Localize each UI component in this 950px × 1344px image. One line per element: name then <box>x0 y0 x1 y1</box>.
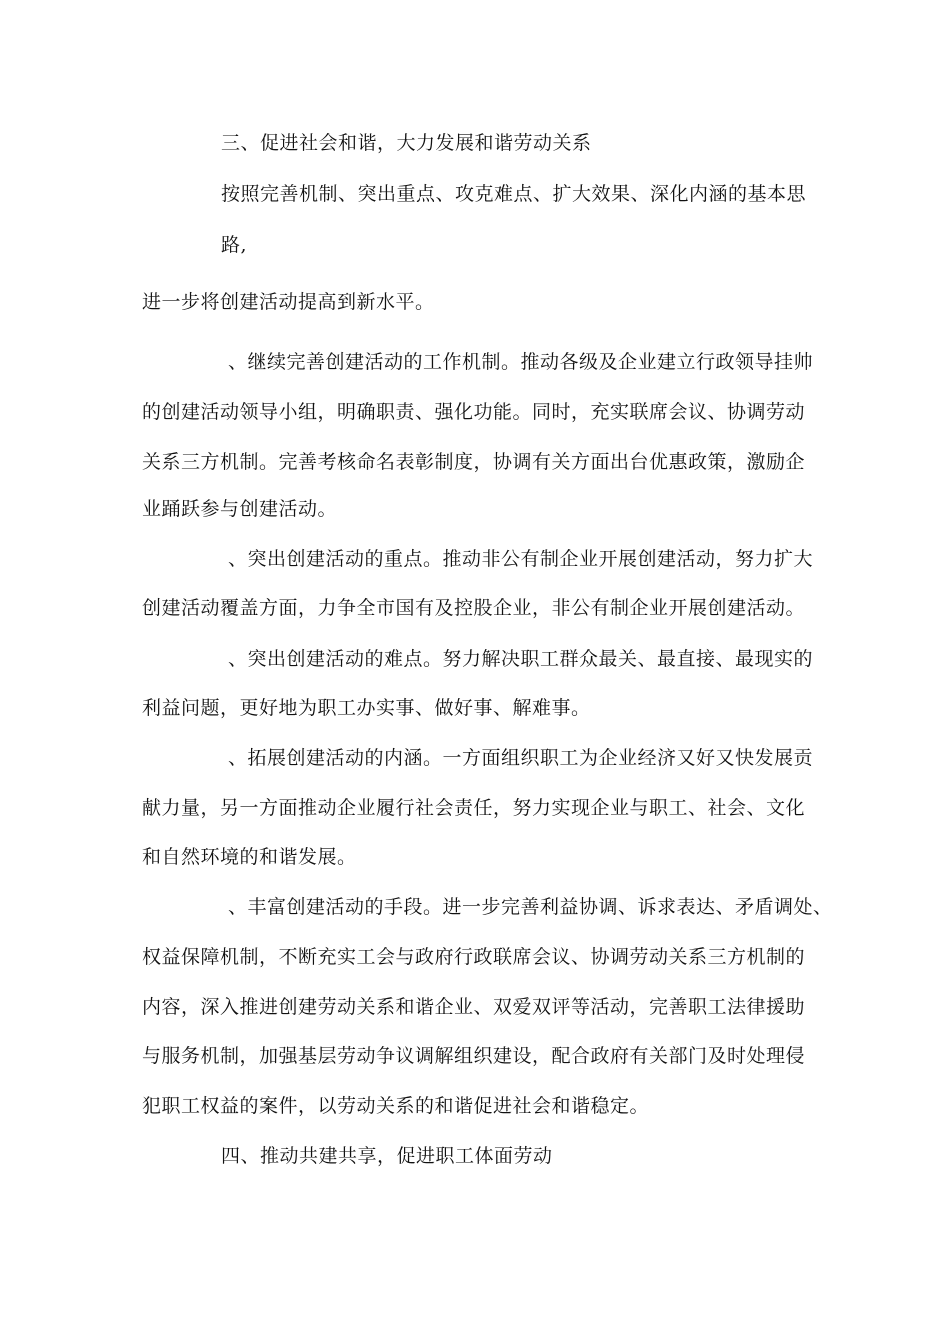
text-line: 关系三方机制。完善考核命名表彰制度，协调有关方面出台优惠政策，激励企 <box>142 451 806 473</box>
paragraph-first-line: 、拓展创建活动的内涵。一方面组织职工为企业经济又好又快发展贡 <box>228 747 814 769</box>
text-line: 利益问题，更好地为职工办实事、做好事、解难事。 <box>142 697 591 719</box>
text-line: 权益保障机制，不断充实工会与政府行政联席会议、协调劳动关系三方机制的 <box>142 946 806 968</box>
text-line: 与服务机制，加强基层劳动争议调解组织建设，配合政府有关部门及时处理侵 <box>142 1045 806 1067</box>
text-line: 创建活动覆盖方面，力争全市国有及控股企业，非公有制企业开展创建活动。 <box>142 597 806 619</box>
text-line: 献力量，另一方面推动企业履行社会责任，努力实现企业与职工、社会、文化 <box>142 797 806 819</box>
paragraph-first-line: 、丰富创建活动的手段。进一步完善利益协调、诉求表达、矛盾调处、 <box>228 896 833 918</box>
section-heading-4: 四、推动共建共享，促进职工体面劳动 <box>221 1145 553 1167</box>
text-line: 业踊跃参与创建活动。 <box>142 498 338 520</box>
text-line: 进一步将创建活动提高到新水平。 <box>142 291 435 313</box>
text-line: 内容，深入推进创建劳动关系和谐企业、双爱双评等活动，完善职工法律援助 <box>142 996 806 1018</box>
text-line: 犯职工权益的案件，以劳动关系的和谐促进社会和谐稳定。 <box>142 1095 650 1117</box>
paragraph-first-line: 、继续完善创建活动的工作机制。推动各级及企业建立行政领导挂帅 <box>228 351 814 373</box>
section-heading-3: 三、促进社会和谐，大力发展和谐劳动关系 <box>221 132 592 154</box>
text-line: 路, <box>221 234 248 256</box>
paragraph-first-line: 、突出创建活动的重点。推动非公有制企业开展创建活动，努力扩大 <box>228 548 814 570</box>
text-line: 和自然环境的和谐发展。 <box>142 846 357 868</box>
text-line: 的创建活动领导小组，明确职责、强化功能。同时，充实联席会议、协调劳动 <box>142 401 806 423</box>
paragraph-first-line: 、突出创建活动的难点。努力解决职工群众最关、最直接、最现实的 <box>228 648 814 670</box>
text-line: 按照完善机制、突出重点、攻克难点、扩大效果、深化内涵的基本思 <box>221 183 807 205</box>
